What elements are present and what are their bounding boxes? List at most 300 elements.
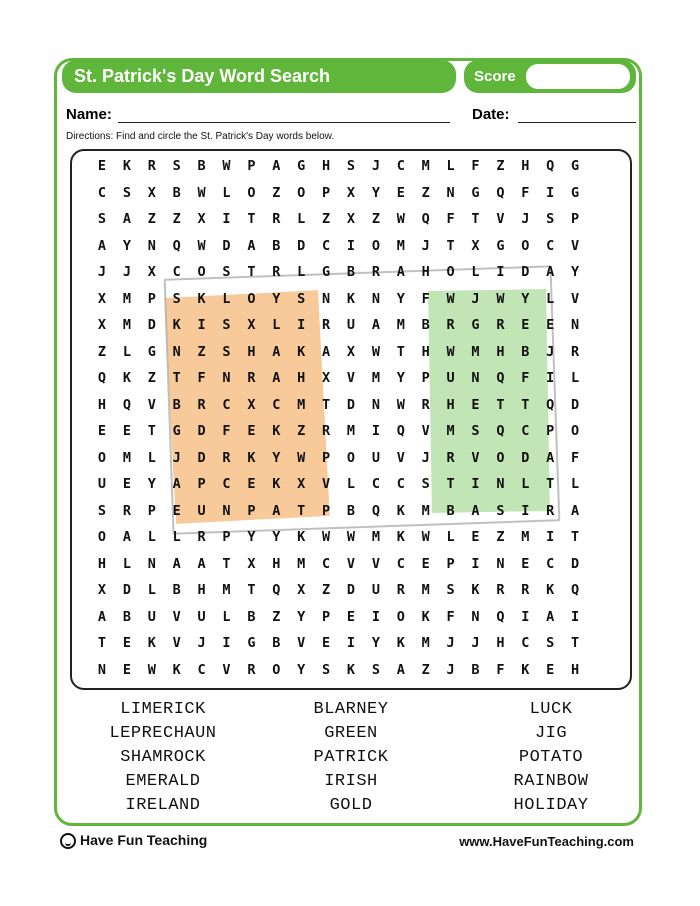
grid-letter[interactable]: S xyxy=(421,476,430,492)
grid-letter[interactable]: L xyxy=(346,476,356,492)
grid-letter[interactable]: M xyxy=(122,290,131,307)
grid-letter[interactable]: H xyxy=(521,158,530,174)
grid-letter[interactable]: C xyxy=(521,635,530,651)
grid-letter[interactable]: A xyxy=(371,317,380,333)
grid-letter[interactable]: Z xyxy=(421,184,430,201)
grid-letter[interactable]: Z xyxy=(147,370,156,386)
grid-letter[interactable]: P xyxy=(322,184,331,201)
grid-letter[interactable]: J xyxy=(521,211,530,227)
grid-letter[interactable]: W xyxy=(496,290,505,307)
grid-letter[interactable]: W xyxy=(197,184,206,201)
grid-letter[interactable]: M xyxy=(222,582,231,598)
grid-letter[interactable]: J xyxy=(421,237,430,254)
grid-letter[interactable]: V xyxy=(297,635,306,651)
grid-letter[interactable]: E xyxy=(546,661,555,678)
grid-letter[interactable]: T xyxy=(446,476,455,492)
grid-letter[interactable]: E xyxy=(421,555,430,572)
grid-letter[interactable]: B xyxy=(272,635,281,651)
grid-letter[interactable]: N xyxy=(97,661,107,678)
grid-letter[interactable]: S xyxy=(222,317,231,333)
grid-letter[interactable]: Q xyxy=(546,158,555,174)
grid-letter[interactable]: H xyxy=(247,343,256,360)
grid-letter[interactable]: M xyxy=(421,502,430,519)
grid-letter[interactable]: V xyxy=(346,370,356,386)
grid-letter[interactable]: Q xyxy=(496,608,505,625)
grid-letter[interactable]: J xyxy=(471,635,480,651)
grid-letter[interactable]: J xyxy=(471,290,480,307)
grid-letter[interactable]: Q xyxy=(421,211,430,227)
grid-letter[interactable]: C xyxy=(272,396,281,413)
grid-letter[interactable]: Y xyxy=(521,290,530,307)
grid-letter[interactable]: W xyxy=(371,343,380,360)
grid-letter[interactable]: E xyxy=(247,423,256,439)
grid-letter[interactable]: M xyxy=(297,396,306,413)
grid-letter[interactable]: C xyxy=(97,184,107,201)
grid-letter[interactable]: B xyxy=(247,608,256,625)
grid-letter[interactable]: H xyxy=(421,264,430,280)
grid-letter[interactable]: R xyxy=(272,211,281,227)
grid-letter[interactable]: N xyxy=(147,555,156,572)
grid-letter[interactable]: M xyxy=(297,555,306,572)
grid-letter[interactable]: Z xyxy=(322,582,331,598)
grid-letter[interactable]: K xyxy=(272,423,281,439)
grid-letter[interactable]: R xyxy=(571,343,580,360)
grid-letter[interactable]: R xyxy=(222,449,231,466)
grid-letter[interactable]: Z xyxy=(297,423,306,439)
grid-letter[interactable]: A xyxy=(97,237,107,254)
grid-letter[interactable]: T xyxy=(147,423,156,439)
grid-letter[interactable]: F xyxy=(222,423,231,439)
grid-letter[interactable]: Q xyxy=(122,396,131,413)
grid-letter[interactable]: S xyxy=(297,290,306,307)
grid-letter[interactable]: Y xyxy=(297,661,306,678)
grid-letter[interactable]: J xyxy=(197,635,206,651)
grid-letter[interactable]: L xyxy=(297,264,306,280)
grid-letter[interactable]: J xyxy=(546,343,555,360)
grid-letter[interactable]: Q xyxy=(496,423,505,439)
grid-letter[interactable]: F xyxy=(197,370,206,386)
grid-letter[interactable]: O xyxy=(396,608,405,625)
grid-letter[interactable]: X xyxy=(322,370,331,386)
grid-letter[interactable]: R xyxy=(446,317,455,333)
grid-letter[interactable]: S xyxy=(546,635,555,651)
grid-letter[interactable]: C xyxy=(396,158,405,174)
grid-letter[interactable]: H xyxy=(97,555,107,572)
grid-letter[interactable]: D xyxy=(521,264,530,280)
grid-letter[interactable]: A xyxy=(396,661,405,678)
grid-letter[interactable]: A xyxy=(272,343,281,360)
grid-letter[interactable]: X xyxy=(346,343,356,360)
grid-letter[interactable]: T xyxy=(247,264,256,280)
grid-letter[interactable]: O xyxy=(197,264,206,280)
grid-letter[interactable]: E xyxy=(546,317,555,333)
grid-letter[interactable]: K xyxy=(421,608,430,625)
grid-letter[interactable]: R xyxy=(421,396,430,413)
grid-letter[interactable]: T xyxy=(97,635,107,651)
grid-letter[interactable]: S xyxy=(346,158,356,174)
grid-letter[interactable]: L xyxy=(272,317,281,333)
grid-letter[interactable]: G xyxy=(297,158,306,174)
grid-letter[interactable]: E xyxy=(346,608,356,625)
grid-letter[interactable]: R xyxy=(322,423,331,439)
grid-letter[interactable]: B xyxy=(346,502,356,519)
grid-letter[interactable]: O xyxy=(446,264,455,280)
grid-letter[interactable]: S xyxy=(446,582,455,598)
grid-letter[interactable]: E xyxy=(521,317,530,333)
grid-letter[interactable]: H xyxy=(571,661,580,678)
grid-letter[interactable]: G xyxy=(496,237,505,254)
grid-letter[interactable]: L xyxy=(122,555,131,572)
grid-letter[interactable]: Y xyxy=(272,529,281,545)
grid-letter[interactable]: N xyxy=(496,555,505,572)
grid-letter[interactable]: E xyxy=(122,476,131,492)
grid-letter[interactable]: R xyxy=(496,317,505,333)
grid-letter[interactable]: S xyxy=(97,211,107,227)
grid-letter[interactable]: M xyxy=(122,449,131,466)
grid-letter[interactable]: C xyxy=(396,555,405,572)
grid-letter[interactable]: G xyxy=(471,317,480,333)
grid-letter[interactable]: T xyxy=(322,396,331,413)
grid-letter[interactable]: V xyxy=(421,423,430,439)
grid-letter[interactable]: Z xyxy=(496,529,505,545)
grid-letter[interactable]: C xyxy=(172,264,181,280)
grid-letter[interactable]: Q xyxy=(396,423,405,439)
grid-letter[interactable]: O xyxy=(97,529,107,545)
grid-letter[interactable]: X xyxy=(247,555,256,572)
grid-letter[interactable]: M xyxy=(396,317,405,333)
grid-letter[interactable]: F xyxy=(421,290,430,307)
grid-letter[interactable]: Z xyxy=(322,211,331,227)
grid-letter[interactable]: A xyxy=(546,449,555,466)
grid-letter[interactable]: P xyxy=(147,290,156,307)
grid-letter[interactable]: K xyxy=(521,661,530,678)
grid-letter[interactable]: K xyxy=(346,661,356,678)
grid-letter[interactable]: L xyxy=(122,343,131,360)
grid-letter[interactable]: P xyxy=(247,158,256,174)
grid-letter[interactable]: T xyxy=(446,237,455,254)
grid-letter[interactable]: F xyxy=(446,211,455,227)
grid-letter[interactable]: E xyxy=(521,555,530,572)
grid-letter[interactable]: Z xyxy=(147,211,156,227)
grid-letter[interactable]: O xyxy=(371,237,380,254)
grid-letter[interactable]: R xyxy=(396,582,405,598)
grid-letter[interactable]: W xyxy=(421,529,430,545)
grid-letter[interactable]: L xyxy=(297,211,306,227)
grid-letter[interactable]: I xyxy=(197,317,206,333)
grid-letter[interactable]: U xyxy=(97,476,107,492)
grid-letter[interactable]: Z xyxy=(272,608,281,625)
grid-letter[interactable]: N xyxy=(371,396,380,413)
grid-letter[interactable]: I xyxy=(521,502,530,519)
grid-letter[interactable]: U xyxy=(197,608,206,625)
grid-letter[interactable]: T xyxy=(297,502,306,519)
grid-letter[interactable]: T xyxy=(521,396,530,413)
grid-letter[interactable]: X xyxy=(346,184,356,201)
grid-letter[interactable]: X xyxy=(97,290,107,307)
grid-letter[interactable]: S xyxy=(222,264,231,280)
grid-letter[interactable]: L xyxy=(571,476,580,492)
grid-letter[interactable]: O xyxy=(272,661,281,678)
grid-letter[interactable]: J xyxy=(122,264,131,280)
grid-letter[interactable]: M xyxy=(421,158,430,174)
grid-letter[interactable]: A xyxy=(97,608,107,625)
grid-letter[interactable]: R xyxy=(272,264,281,280)
grid-letter[interactable]: M xyxy=(421,582,430,598)
grid-letter[interactable]: T xyxy=(222,555,231,572)
grid-letter[interactable]: A xyxy=(272,158,281,174)
grid-letter[interactable]: R xyxy=(122,502,131,519)
grid-letter[interactable]: F xyxy=(521,370,530,386)
grid-letter[interactable]: O xyxy=(346,449,356,466)
grid-letter[interactable]: I xyxy=(346,635,356,651)
grid-letter[interactable]: E xyxy=(471,529,480,545)
grid-letter[interactable]: L xyxy=(222,290,231,307)
grid-letter[interactable]: O xyxy=(97,449,107,466)
grid-letter[interactable]: B xyxy=(172,184,181,201)
grid-letter[interactable]: A xyxy=(322,343,331,360)
grid-letter[interactable]: Y xyxy=(571,264,580,280)
grid-letter[interactable]: S xyxy=(172,290,181,307)
grid-letter[interactable]: D xyxy=(346,582,356,598)
grid-letter[interactable]: J xyxy=(446,635,455,651)
grid-letter[interactable]: C xyxy=(521,423,530,439)
grid-letter[interactable]: E xyxy=(122,423,131,439)
grid-letter[interactable]: D xyxy=(521,449,530,466)
grid-letter[interactable]: H xyxy=(272,555,281,572)
grid-letter[interactable]: L xyxy=(546,290,555,307)
grid-letter[interactable]: U xyxy=(371,449,380,466)
grid-letter[interactable]: K xyxy=(396,635,405,651)
grid-letter[interactable]: O xyxy=(247,184,256,201)
grid-letter[interactable]: J xyxy=(446,661,455,678)
grid-letter[interactable]: K xyxy=(546,582,555,598)
grid-letter[interactable]: Y xyxy=(297,608,306,625)
grid-letter[interactable]: K xyxy=(396,502,405,519)
grid-letter[interactable]: G xyxy=(322,264,331,280)
grid-letter[interactable]: Q xyxy=(172,237,181,254)
grid-letter[interactable]: U xyxy=(446,370,455,386)
grid-letter[interactable]: P xyxy=(421,370,430,386)
grid-letter[interactable]: C xyxy=(222,396,231,413)
grid-letter[interactable]: U xyxy=(147,608,156,625)
grid-letter[interactable]: W xyxy=(197,237,206,254)
grid-letter[interactable]: V xyxy=(172,635,181,651)
grid-letter[interactable]: K xyxy=(396,529,405,545)
grid-letter[interactable]: G xyxy=(147,343,156,360)
grid-letter[interactable]: W xyxy=(446,343,455,360)
grid-letter[interactable]: M xyxy=(371,370,380,386)
grid-letter[interactable]: Z xyxy=(197,343,206,360)
grid-letter[interactable]: U xyxy=(197,502,206,519)
grid-letter[interactable]: S xyxy=(222,343,231,360)
grid-letter[interactable]: V xyxy=(571,237,580,254)
grid-letter[interactable]: H xyxy=(197,582,206,598)
grid-letter[interactable]: C xyxy=(371,476,380,492)
grid-letter[interactable]: I xyxy=(496,264,505,280)
grid-letter[interactable]: L xyxy=(147,529,156,545)
grid-letter[interactable]: W xyxy=(446,290,455,307)
grid-letter[interactable]: D xyxy=(222,237,231,254)
grid-letter[interactable]: P xyxy=(147,502,156,519)
grid-letter[interactable]: T xyxy=(571,635,580,651)
grid-letter[interactable]: E xyxy=(122,635,131,651)
grid-letter[interactable]: V xyxy=(496,211,505,227)
grid-letter[interactable]: E xyxy=(247,476,256,492)
name-input-line[interactable] xyxy=(118,122,450,123)
grid-letter[interactable]: N xyxy=(496,476,505,492)
grid-letter[interactable]: H xyxy=(97,396,107,413)
grid-letter[interactable]: N xyxy=(471,370,480,386)
grid-letter[interactable]: V xyxy=(322,476,331,492)
grid-letter[interactable]: F xyxy=(471,158,480,174)
grid-letter[interactable]: B xyxy=(197,158,206,174)
grid-letter[interactable]: K xyxy=(122,370,131,386)
grid-letter[interactable]: B xyxy=(172,582,181,598)
grid-letter[interactable]: Z xyxy=(172,211,181,227)
grid-letter[interactable]: Q xyxy=(97,370,107,386)
grid-letter[interactable]: I xyxy=(521,608,530,625)
grid-letter[interactable]: M xyxy=(446,423,455,439)
grid-letter[interactable]: X xyxy=(247,317,256,333)
grid-letter[interactable]: A xyxy=(272,502,281,519)
grid-letter[interactable]: Z xyxy=(97,343,107,360)
grid-letter[interactable]: C xyxy=(322,555,331,572)
grid-letter[interactable]: P xyxy=(322,502,331,519)
grid-letter[interactable]: P xyxy=(247,502,256,519)
grid-letter[interactable]: Q xyxy=(546,396,555,413)
grid-letter[interactable]: C xyxy=(197,661,206,678)
grid-letter[interactable]: V xyxy=(396,449,405,466)
grid-letter[interactable]: C xyxy=(222,476,231,492)
grid-letter[interactable]: H xyxy=(496,635,505,651)
grid-letter[interactable]: A xyxy=(172,555,181,572)
grid-letter[interactable]: K xyxy=(247,449,256,466)
grid-letter[interactable]: Y xyxy=(247,529,256,545)
grid-letter[interactable]: P xyxy=(322,449,331,466)
grid-letter[interactable]: P xyxy=(571,211,580,227)
grid-letter[interactable]: V xyxy=(222,661,231,678)
grid-letter[interactable]: R xyxy=(197,529,206,545)
grid-letter[interactable]: K xyxy=(172,317,181,333)
grid-letter[interactable]: T xyxy=(546,476,555,492)
grid-letter[interactable]: E xyxy=(322,635,331,651)
grid-letter[interactable]: P xyxy=(322,608,331,625)
grid-letter[interactable]: P xyxy=(197,476,206,492)
grid-letter[interactable]: G xyxy=(247,635,256,651)
grid-letter[interactable]: D xyxy=(197,449,206,466)
grid-letter[interactable]: K xyxy=(346,290,356,307)
grid-letter[interactable]: V xyxy=(471,449,480,466)
grid-letter[interactable]: C xyxy=(396,476,405,492)
grid-letter[interactable]: E xyxy=(471,396,480,413)
grid-letter[interactable]: G xyxy=(471,184,480,201)
grid-letter[interactable]: X xyxy=(247,396,256,413)
grid-letter[interactable]: I xyxy=(346,237,356,254)
grid-letter[interactable]: Q xyxy=(571,582,580,598)
grid-letter[interactable]: E xyxy=(97,423,107,439)
grid-letter[interactable]: Y xyxy=(396,290,405,307)
grid-letter[interactable]: D xyxy=(147,317,156,333)
grid-letter[interactable]: H xyxy=(421,343,430,360)
grid-letter[interactable]: P xyxy=(546,423,555,439)
grid-letter[interactable]: A xyxy=(247,237,256,254)
grid-letter[interactable]: B xyxy=(471,661,480,678)
grid-letter[interactable]: L xyxy=(521,476,530,492)
grid-letter[interactable]: L xyxy=(222,184,231,201)
grid-letter[interactable]: R xyxy=(496,582,505,598)
grid-letter[interactable]: L xyxy=(147,449,156,466)
grid-letter[interactable]: O xyxy=(247,290,256,307)
grid-letter[interactable]: Y xyxy=(371,184,380,201)
grid-letter[interactable]: X xyxy=(147,264,156,280)
grid-letter[interactable]: D xyxy=(571,555,580,572)
grid-letter[interactable]: Q xyxy=(496,184,505,201)
grid-letter[interactable]: C xyxy=(546,555,555,572)
grid-letter[interactable]: S xyxy=(496,502,505,519)
grid-letter[interactable]: R xyxy=(247,370,256,386)
grid-letter[interactable]: T xyxy=(247,211,256,227)
grid-letter[interactable]: N xyxy=(371,290,380,307)
date-input-line[interactable] xyxy=(518,122,636,123)
grid-letter[interactable]: L xyxy=(172,529,181,545)
grid-letter[interactable]: Q xyxy=(496,370,505,386)
grid-letter[interactable]: X xyxy=(97,582,107,598)
grid-letter[interactable]: Y xyxy=(147,476,156,492)
grid-letter[interactable]: S xyxy=(122,184,131,201)
grid-letter[interactable]: X xyxy=(297,476,306,492)
grid-letter[interactable]: E xyxy=(172,502,181,519)
grid-letter[interactable]: M xyxy=(521,529,530,545)
grid-letter[interactable]: D xyxy=(297,237,306,254)
grid-letter[interactable]: O xyxy=(571,423,580,439)
grid-letter[interactable]: L xyxy=(446,529,455,545)
grid-letter[interactable]: E xyxy=(396,184,405,201)
grid-letter[interactable]: R xyxy=(521,582,530,598)
grid-letter[interactable]: Z xyxy=(272,184,281,201)
grid-letter[interactable]: B xyxy=(346,264,356,280)
grid-letter[interactable]: V xyxy=(571,290,580,307)
grid-letter[interactable]: L xyxy=(571,370,580,386)
grid-letter[interactable]: V xyxy=(371,555,380,572)
grid-letter[interactable]: Z xyxy=(496,158,505,174)
grid-letter[interactable]: A xyxy=(122,211,131,227)
grid-letter[interactable]: D xyxy=(571,396,580,413)
grid-letter[interactable]: A xyxy=(571,502,580,519)
grid-letter[interactable]: R xyxy=(247,661,256,678)
grid-letter[interactable]: I xyxy=(571,608,580,625)
grid-letter[interactable]: J xyxy=(371,158,380,174)
grid-letter[interactable]: B xyxy=(172,396,181,413)
grid-letter[interactable]: C xyxy=(546,237,555,254)
grid-letter[interactable]: T xyxy=(496,396,505,413)
grid-letter[interactable]: I xyxy=(471,476,480,492)
grid-letter[interactable]: G xyxy=(571,158,580,174)
grid-letter[interactable]: I xyxy=(546,184,555,201)
grid-letter[interactable]: T xyxy=(571,529,580,545)
grid-letter[interactable]: J xyxy=(421,449,430,466)
grid-letter[interactable]: R xyxy=(147,158,156,174)
grid-letter[interactable]: L xyxy=(147,582,156,598)
grid-letter[interactable]: L xyxy=(471,264,480,280)
grid-letter[interactable]: T xyxy=(247,582,256,598)
grid-letter[interactable]: T xyxy=(172,370,181,386)
grid-letter[interactable]: B xyxy=(421,317,430,333)
grid-letter[interactable]: Y xyxy=(272,449,281,466)
grid-letter[interactable]: Q xyxy=(371,502,380,519)
grid-letter[interactable]: H xyxy=(496,343,505,360)
grid-letter[interactable]: B xyxy=(272,237,281,254)
grid-letter[interactable]: A xyxy=(396,264,405,280)
